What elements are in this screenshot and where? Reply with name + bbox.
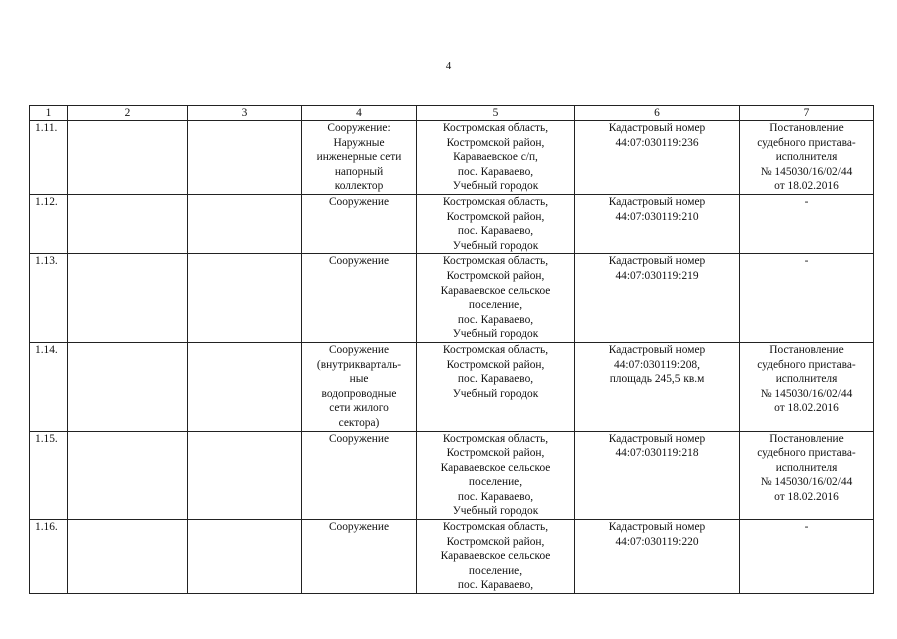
object-name-cell bbox=[302, 121, 417, 195]
cell-line: 44:07:030119:219 bbox=[615, 269, 699, 282]
cell-line: Сооружение bbox=[328, 196, 390, 208]
row-number-cell: 1.12. bbox=[30, 195, 68, 254]
object-name-cell bbox=[302, 431, 417, 520]
cell-line: - bbox=[804, 255, 809, 268]
object-name-cell bbox=[302, 520, 417, 594]
column-2-cell bbox=[68, 342, 188, 431]
column-header: 1 bbox=[30, 106, 68, 121]
column-header: 5 bbox=[417, 106, 575, 121]
address-cell bbox=[417, 342, 575, 431]
cell-line: - bbox=[804, 196, 809, 208]
cell-line: Костромская область, bbox=[442, 255, 549, 268]
cell-line: сети жилого bbox=[329, 402, 389, 415]
cell-line: пос. Караваево, bbox=[457, 225, 534, 238]
address-cell bbox=[417, 195, 575, 254]
cell-line: инженерные сети bbox=[316, 151, 402, 164]
basis-document-cell bbox=[740, 431, 874, 520]
page-number: 4 bbox=[445, 60, 452, 72]
cell-line: 44:07:030119:220 bbox=[615, 535, 699, 548]
row-number-cell: 1.13. bbox=[30, 254, 68, 343]
cell-line: Сооружение bbox=[328, 255, 390, 268]
cell-line: Кадастровый номер bbox=[608, 196, 706, 208]
cell-line: Караваевское с/п, bbox=[453, 151, 538, 164]
row-number-cell: 1.16. bbox=[30, 520, 68, 594]
cell-line: коллектор bbox=[334, 180, 384, 193]
cell-line: исполнителя bbox=[775, 373, 838, 386]
cell-line: 44:07:030119:236 bbox=[615, 136, 699, 149]
cell-line: Сооружение bbox=[328, 343, 390, 356]
cell-line: Учебный городок bbox=[452, 239, 539, 252]
cell-line: судебного пристава- bbox=[757, 358, 856, 371]
object-name-cell bbox=[302, 254, 417, 343]
cell-line: поселение, bbox=[468, 564, 523, 577]
cell-line: Костромской район, bbox=[446, 535, 545, 548]
object-name-cell bbox=[302, 195, 417, 254]
cell-line: ные bbox=[349, 373, 369, 386]
registry-body bbox=[30, 121, 874, 594]
cell-line: исполнителя bbox=[775, 461, 838, 474]
cell-line: Учебный городок bbox=[452, 180, 539, 193]
cell-line: Постановление bbox=[769, 343, 844, 356]
table-row bbox=[30, 121, 874, 195]
cell-line: (внутрикварталь- bbox=[316, 358, 402, 371]
cell-line: пос. Караваево, bbox=[457, 579, 534, 592]
cell-line: от 18.02.2016 bbox=[774, 402, 839, 415]
cadastral-number-cell bbox=[575, 195, 740, 254]
cell-line: Костромской район, bbox=[446, 358, 545, 371]
cadastral-number-cell bbox=[575, 254, 740, 343]
cell-line: Сооружение: bbox=[327, 122, 391, 134]
cell-line: напорный bbox=[334, 165, 384, 178]
cell-line: Кадастровый номер bbox=[608, 255, 706, 268]
column-3-cell bbox=[188, 431, 302, 520]
cell-line: пос. Караваево, bbox=[457, 313, 534, 326]
column-2-cell bbox=[68, 254, 188, 343]
cell-line: Кадастровый номер bbox=[608, 521, 706, 534]
column-header: 6 bbox=[575, 106, 740, 121]
column-3-cell bbox=[188, 121, 302, 195]
cell-line: Наружные bbox=[333, 136, 385, 149]
cell-line: 44:07:030119:208, bbox=[614, 358, 700, 371]
cell-line: Учебный городок bbox=[452, 387, 539, 400]
cadastral-number-cell bbox=[575, 431, 740, 520]
row-number-cell: 1.11. bbox=[30, 121, 68, 195]
basis-document-cell bbox=[740, 342, 874, 431]
cell-line: пос. Караваево, bbox=[457, 165, 534, 178]
cell-line: сектора) bbox=[338, 416, 380, 429]
cell-line: Постановление bbox=[769, 122, 844, 134]
table-row bbox=[30, 431, 874, 520]
cell-line: поселение, bbox=[468, 299, 523, 312]
cell-line: Костромская область, bbox=[442, 521, 549, 534]
cell-line: площадь 245,5 кв.м bbox=[609, 373, 705, 386]
address-cell bbox=[417, 254, 575, 343]
cell-line: Караваевское сельское bbox=[440, 550, 551, 563]
cell-line: Караваевское сельское bbox=[440, 461, 551, 474]
cadastral-number-cell bbox=[575, 121, 740, 195]
column-2-cell bbox=[68, 121, 188, 195]
column-2-cell bbox=[68, 520, 188, 594]
column-3-cell bbox=[188, 195, 302, 254]
cell-line: судебного пристава- bbox=[757, 447, 856, 460]
column-3-cell bbox=[188, 254, 302, 343]
cell-line: Сооружение bbox=[328, 521, 390, 534]
registry-table bbox=[29, 105, 874, 594]
cell-line: Учебный городок bbox=[452, 328, 539, 341]
cell-line: пос. Караваево, bbox=[457, 373, 534, 386]
cell-line: Костромская область, bbox=[442, 432, 549, 445]
column-header: 2 bbox=[68, 106, 188, 121]
column-2-cell bbox=[68, 431, 188, 520]
row-number-cell: 1.14. bbox=[30, 342, 68, 431]
cadastral-number-cell bbox=[575, 342, 740, 431]
cell-line: поселение, bbox=[468, 476, 523, 489]
cadastral-number-cell bbox=[575, 520, 740, 594]
cell-line: Постановление bbox=[769, 432, 844, 445]
cell-line: Костромской район, bbox=[446, 210, 545, 223]
cell-line: 44:07:030119:210 bbox=[615, 210, 699, 223]
cell-line: от 18.02.2016 bbox=[774, 490, 839, 503]
cell-line: Костромской район, bbox=[446, 136, 545, 149]
address-cell bbox=[417, 520, 575, 594]
table-row bbox=[30, 195, 874, 254]
cell-line: исполнителя bbox=[775, 151, 838, 164]
row-number-cell: 1.15. bbox=[30, 431, 68, 520]
cell-line: Костромская область, bbox=[442, 122, 549, 134]
cell-line: от 18.02.2016 bbox=[774, 180, 839, 193]
header-row bbox=[30, 106, 874, 121]
basis-document-cell bbox=[740, 520, 874, 594]
basis-document-cell bbox=[740, 254, 874, 343]
column-2-cell bbox=[68, 195, 188, 254]
column-header: 7 bbox=[740, 106, 874, 121]
cell-line: Костромской район, bbox=[446, 447, 545, 460]
table-row bbox=[30, 254, 874, 343]
address-cell bbox=[417, 431, 575, 520]
cell-line: № 145030/16/02/44 bbox=[760, 387, 853, 400]
column-3-cell bbox=[188, 342, 302, 431]
cell-line: Костромской район, bbox=[446, 269, 545, 282]
column-header: 4 bbox=[302, 106, 417, 121]
cell-line: Караваевское сельское bbox=[440, 284, 551, 297]
cell-line: № 145030/16/02/44 bbox=[760, 165, 853, 178]
address-cell bbox=[417, 121, 575, 195]
basis-document-cell bbox=[740, 195, 874, 254]
cell-line: Костромская область, bbox=[442, 343, 549, 356]
cell-line: Сооружение bbox=[328, 432, 390, 445]
object-name-cell bbox=[302, 342, 417, 431]
cell-line: Кадастровый номер bbox=[608, 122, 706, 134]
cell-line: 44:07:030119:218 bbox=[615, 447, 699, 460]
cell-line: Костромская область, bbox=[442, 196, 549, 208]
cell-line: № 145030/16/02/44 bbox=[760, 476, 853, 489]
cell-line: водопроводные bbox=[321, 387, 397, 400]
table-row bbox=[30, 342, 874, 431]
column-3-cell bbox=[188, 520, 302, 594]
cell-line: Кадастровый номер bbox=[608, 343, 706, 356]
cell-line: судебного пристава- bbox=[757, 136, 856, 149]
cell-line: Кадастровый номер bbox=[608, 432, 706, 445]
cell-line: Учебный городок bbox=[452, 505, 539, 518]
cell-line: - bbox=[804, 521, 809, 534]
column-header: 3 bbox=[188, 106, 302, 121]
cell-line: пос. Караваево, bbox=[457, 490, 534, 503]
table-row bbox=[30, 520, 874, 594]
basis-document-cell bbox=[740, 121, 874, 195]
